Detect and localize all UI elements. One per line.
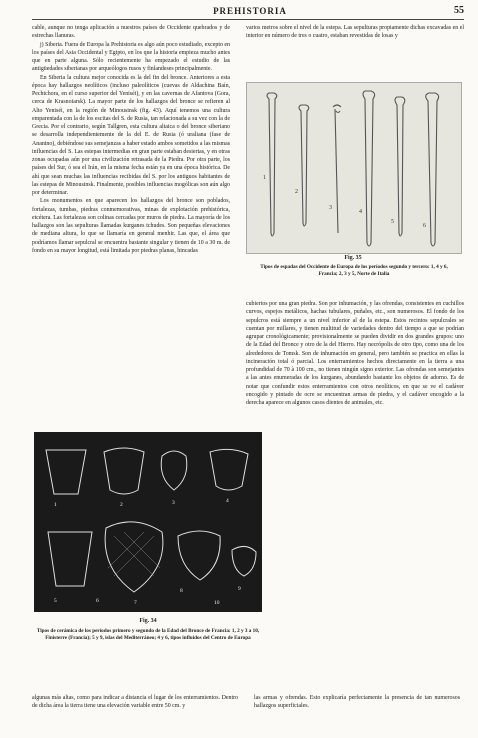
right-column-middle — [246, 300, 464, 407]
sword-label: 1 — [263, 175, 266, 181]
sword-label: 6 — [423, 223, 426, 229]
sword-label: 5 — [391, 219, 394, 225]
running-title: PREHISTORIA — [213, 6, 287, 16]
figure-34-ceramics — [34, 432, 262, 612]
pot-label: 9 — [238, 586, 241, 592]
bottom-right-paragraph: las armas y ofrendas. Esto explicaría perfectamente la presencia de tan numerosos hallazgos superficiales. — [254, 695, 460, 710]
ceramics-illustration — [34, 432, 262, 612]
paragraph: varios metros sobre el nivel de la estepa. Las sepulturas propiamente dichas excavadas en el interior en número de tres o cuatro, estaban revestidas de losas y — [246, 25, 464, 40]
paragraph: cubiertos por una gran piedra. Son por inhumación, y las ofrendas, consistentes en cuchillos curvos, espejos metálicos, hachas tubulares, puñales, etc., son numerosos. El fondo de los sepulcros está siempre a un nivel inferior al de la estepa. Estos recintos sepulcrales se cuentan por millares, y tienen multitud de variedades dentro del tiempo a que se podrían agrupar cronológicamente; provisionalmente se pueden dividir en dos grandes grupos: uno de la Edad del Bronce y otro de la del Hierro. Hay necrópolis de otro tipo, como una de los alrededores de Tomsk. Son de inhumación en general, pero también se practica en ellas la incineración total ó parcial. Los enterramientos hechos directamente en la tierra a una profundidad de 70 à 100 cm., no tienen ningún signo exterior. Las ofrendas son semejantes a las antes enumeradas de los kurganes, abundando bastante los objetos de adorno. Es de notar que confundir estos enterramientos con otros neolíticos, en que se ve el cadáver encogido y pintado de ocre se encuentran armas de piedra, y el cadáver encogido a la derecha aparece en algunos casos dientes de animales, etc. — [246, 301, 464, 406]
swords-illustration — [247, 83, 461, 253]
pot-label: 5 — [54, 598, 57, 604]
right-column-top — [246, 24, 464, 41]
figure-34-caption: Tipos de cerámica de los períodos primero y segundo de la Edad del Bronce de Francia: 1, 2 y 3 a 10, Finisterre (Francia); 5 y 9, islas del Mediterráneo; 4 y 6, tipos influidos del Centro de Europa — [36, 628, 260, 641]
pot-label: 2 — [120, 502, 123, 508]
page-number: 55 — [454, 5, 464, 16]
pot-label: 8 — [180, 588, 183, 594]
figure-35-title: Fig. 35 — [344, 255, 362, 261]
pot-label: 7 — [134, 600, 137, 606]
bottom-text — [32, 694, 464, 711]
pot-label: 4 — [226, 498, 229, 504]
pot-label: 6 — [96, 598, 99, 604]
paragraph: En Siberia la cultura mejor conocida es la del fin del bronce. Anteriores a esta época hay hallazgos neolíticos (incluso paleolíticos (cuevas de Aldachina Baín, Pechtchora, en el curso superior del Yeniséi), y en las cavernas de Afantova (Gora, cerca de Krasnoiarsk). La mayor parte de los hallazgos del bronce se refieren al Alto Yeniséi, en la región de Minousinsk (fig. 43). Aquí tenemos una cultura emparentada con la de los escitas del S. de Rusia, tan relacionada a su vez con la de Grecia. Por el contrario, según Tallgren, esta cultura altaica o del bronce siberiano se desarrolla independientemente de la del E. de Rusia (ó uraliana (fase de Ananino), debiéndose sus semejanzas a haber estado ambos sometidos a las mismas influencias del S. Las estepas intermedias en gran parte estaban desiertas, y en otras zonas ocupadas aún por una civilización retrasada de la Piedra. Por otra parte, los países del Sur, ó sea el Irán, en la misma fecha están ya en una época histórica. De ahí que sean muchas las influencias recibidas del S. por los antiguos habitantes de las estepas de Minousinsk. Finalmente, posibles influencias mogólicas son aún algo por determinar. — [32, 74, 230, 196]
sword-label: 4 — [359, 209, 362, 215]
pot-label: 1 — [54, 502, 57, 508]
pot-label: 3 — [172, 500, 175, 506]
paragraph: Los monumentos en que aparecen los hallazgos del bronce son poblados, fortalezas, tumbas, piedras conmemorativas, minas de explotación prehistórica, etcétera. Las fortalezas son colinas cercadas por muros de piedra. La mayoría de los hallazgos son las sepulturas llamadas kurganes tchudes. Son pequeñas elevaciones de mediana altura, lo que se llamaría en general menhir. Las que, el área que podríamos llamar sepulcral se encuentra bastante singular y tienen de 10 a 30 m. de fondo en su mayor longitud, está limitada por piedras planas, hincadas — [32, 198, 230, 254]
paragraph: j) Siberia. Fuera de Europa la Prehistoria es algo aún poco estudiado, excepto en los países del Asia Occidental y Egipto, en los que la historia empieza mucho antes que en parte alguna. Sólo recientemente ha empezado el estudio de las antigüedades siberianas por arqueólogos rusos y finlandeses principalmente. — [32, 41, 230, 73]
sword-label: 2 — [295, 189, 298, 195]
left-column — [32, 24, 230, 255]
paragraph: cable, aunque no tenga aplicación a nuestros países de Occidente quebrados y de estrechas llanuras. — [32, 25, 230, 40]
figure-34-title: Fig. 34 — [139, 618, 157, 624]
pot-label: 10 — [214, 600, 220, 606]
figure-35-caption: Tipos de espadas del Occidente de Europa de los períodos segundo y tercero: 1, 4 y 6, Francia; 2, 3 y 5, Norte de Italia — [260, 264, 448, 277]
figure-35-swords — [246, 82, 462, 254]
header-rule — [32, 19, 464, 20]
sword-label: 3 — [329, 205, 332, 211]
bottom-left-paragraph: algunas más altas, como para indicar a distancia el lugar de los enterramientos. Dentro de dicha área la tierra tiene una elevación variable entre 50 cm. y — [32, 695, 238, 710]
